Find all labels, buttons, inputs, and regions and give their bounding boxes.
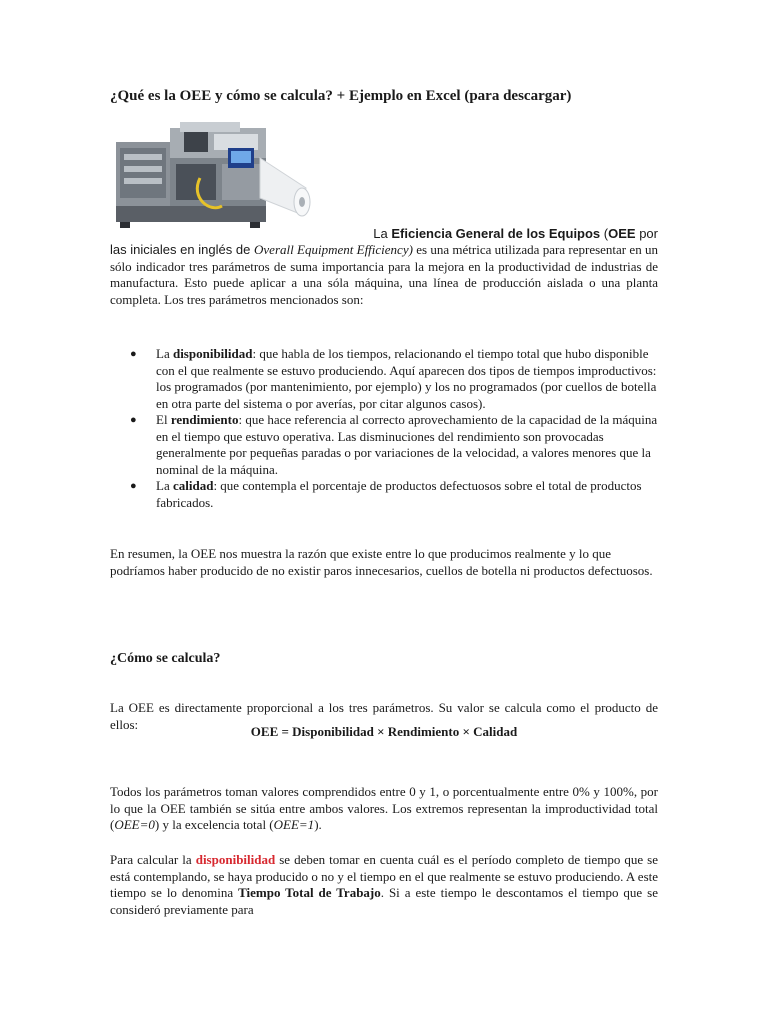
intro-paragraph	[110, 242, 658, 308]
list-item: ● La disponibilidad: que habla de los tiempos, relacionando el tiempo total que hubo disponible con el que realmente se estuvo produciendo. Aquí aparecen dos tipos de tiempos improductivos: los programados (por mantenimiento, por ejemplo) y los no programados (por cuellos de botella en otra parte del sistema o por averías, por citar algunos casos).	[130, 346, 657, 411]
oee-zero: OEE=0	[114, 817, 155, 832]
proportional-paragraph: La OEE es directamente proporcional a los tres parámetros. Su valor se calcula como el producto de ellos:	[110, 700, 658, 732]
parameters-list	[110, 346, 658, 511]
intro-first-line	[110, 226, 658, 243]
range-paragraph: Todos los parámetros toman valores comprendidos entre 0 y 1, o porcentualmente entre 0% y 100%, por lo que la OEE también se sitúa entre ambos valores. Los extremos representan la improductividad total (OEE=0) y la excelencia total (OEE=1).	[110, 784, 658, 832]
section-heading: ¿Cómo se calcula?	[110, 651, 221, 666]
summary-paragraph: En resumen, la OEE nos muestra la razón que existe entre lo que producimos realmente y lo que podríamos haber producido de no existir paros innecesarios, cuellos de botella ni productos defectuosos.	[110, 546, 653, 578]
availability-highlight: disponibilidad	[195, 852, 276, 867]
param-term: disponibilidad	[172, 346, 253, 361]
industrial-machine-image	[110, 118, 314, 230]
oee-one: OEE=1	[273, 817, 315, 832]
list-item: ● El rendimiento: que hace referencia al correcto aprovechamiento de la capacidad de la máquina en el tiempo que estuvo operativa. Las disminuciones del rendimiento son provocadas generalmente por pequeñas paradas o por variaciones de la velocidad, a valores menores que la nominal de la máquina.	[130, 412, 658, 477]
param-term: rendimiento	[170, 412, 239, 427]
intro-la: La	[373, 226, 392, 241]
param-term: calidad	[172, 478, 214, 493]
article-title: ¿Qué es la OEE y cómo se calcula? + Ejemplo en Excel (para descargar)	[110, 88, 572, 104]
intro-line2-a: las iniciales en inglés de	[110, 242, 255, 257]
availability-paragraph: Para calcular la disponibilidad se deben tomar en cuenta cuál es el período completo de tiempo que se está contemplando, se haya producido o no y el tiempo en el que realmente se estuvo produciendo. A este tiempo se lo denomina Tiempo Total de Trabajo. Si a este tiempo le descontamos el tiempo que se consideró previamente para	[110, 852, 659, 917]
intro-por: por	[635, 226, 658, 241]
intro-term: Eficiencia General de los Equipos	[391, 226, 601, 241]
total-work-time-term: Tiempo Total de Trabajo	[238, 885, 381, 900]
intro-acronym: OEE	[608, 226, 636, 241]
intro-body-text: es una métrica utilizada para representar en un sólo indicador tres parámetros de suma importancia para la mejora en la productividad de industrias de manufactura. Esto puede aplicar a una sóla máquina, una línea de producción aislada o una planta completa. Los tres parámetros mencionados son:	[110, 242, 658, 307]
list-item: ● La calidad: que contempla el porcentaje de productos defectuosos sobre el total de productos fabricados.	[130, 478, 642, 510]
intro-english-term: Overall Equipment Efficiency)	[254, 242, 413, 257]
intro-paren: (	[600, 226, 609, 241]
oee-formula: OEE = Disponibilidad × Rendimiento × Calidad	[250, 724, 518, 739]
